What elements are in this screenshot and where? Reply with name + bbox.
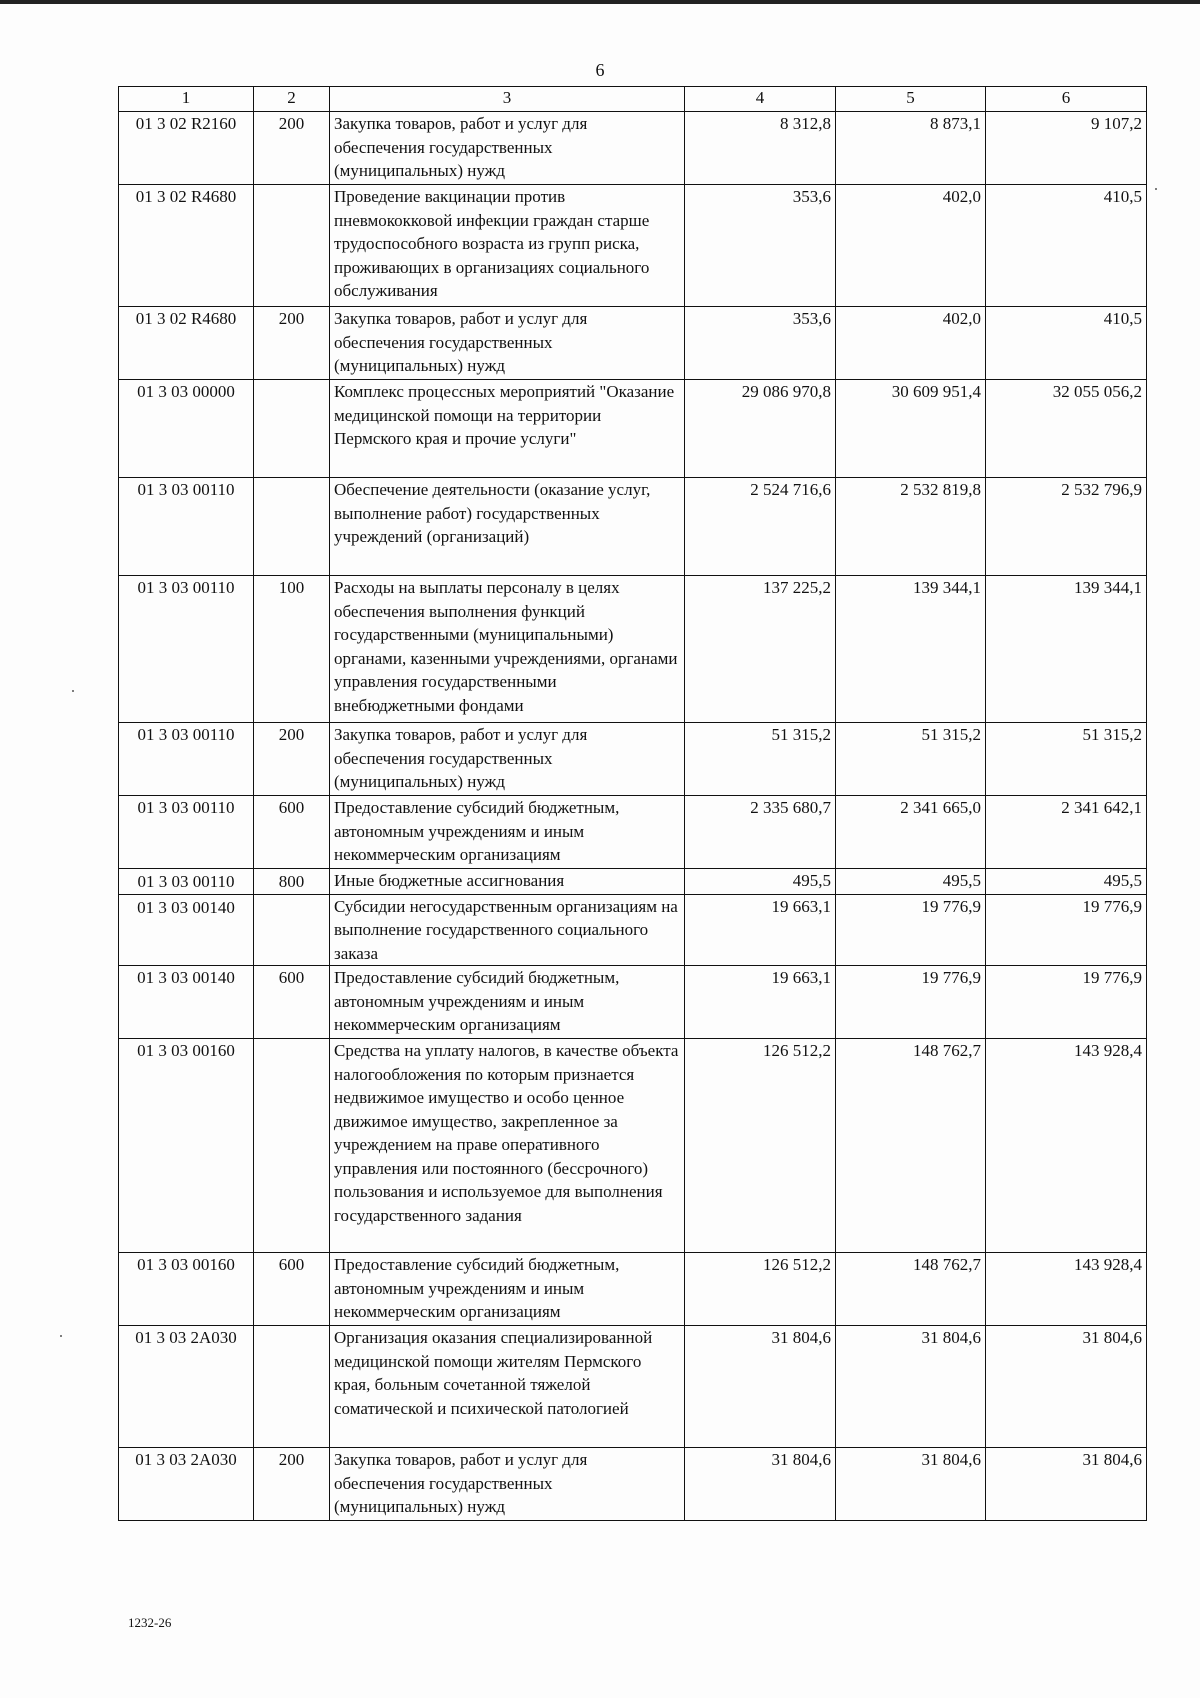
row-value-4: 2 524 716,6 (685, 478, 836, 576)
row-name: Предоставление субсидий бюджетным, автономным учреждениям и иным некоммерческим организациям (330, 1253, 685, 1326)
row-code: 01 3 02 R4680 (119, 185, 254, 307)
row-value-4: 29 086 970,8 (685, 380, 836, 478)
row-code: 01 3 03 2А030 (119, 1448, 254, 1521)
row-value-4: 353,6 (685, 307, 836, 380)
row-name: Предоставление субсидий бюджетным, автономным учреждениям и иным некоммерческим организациям (330, 966, 685, 1039)
row-value-4: 31 804,6 (685, 1448, 836, 1521)
row-value-6: 31 804,6 (986, 1448, 1147, 1521)
row-value-6: 410,5 (986, 307, 1147, 380)
row-expense-type: 600 (254, 966, 330, 1039)
table-row (119, 1039, 1147, 1253)
column-header: 1 (119, 87, 254, 112)
row-code: 01 3 03 00110 (119, 576, 254, 723)
budget-table (118, 86, 1147, 1521)
row-name: Закупка товаров, работ и услуг для обеспечения государственных (муниципальных) нужд (330, 1448, 685, 1521)
row-value-5: 148 762,7 (836, 1039, 986, 1253)
table-row (119, 1448, 1147, 1521)
row-code: 01 3 03 00110 (119, 723, 254, 796)
row-expense-type: 200 (254, 723, 330, 796)
row-name: Закупка товаров, работ и услуг для обеспечения государственных (муниципальных) нужд (330, 112, 685, 185)
row-code: 01 3 03 00110 (119, 869, 254, 895)
row-value-5: 495,5 (836, 869, 986, 895)
scan-speck (1155, 188, 1157, 190)
row-value-5: 30 609 951,4 (836, 380, 986, 478)
row-expense-type (254, 1326, 330, 1448)
header-row (119, 87, 1147, 112)
table-row (119, 869, 1147, 895)
page-number: 6 (595, 60, 605, 80)
row-name: Средства на уплату налогов, в качестве объекта налогообложения по которым признается недвижимое имущество и особо ценное движимое имущество, закрепленное за учреждением на праве оперативного управления или постоянного (бессрочного) пользования и используемое для выполнения государственного задания (330, 1039, 685, 1253)
row-expense-type: 200 (254, 112, 330, 185)
row-expense-type (254, 894, 330, 966)
row-code: 01 3 03 00140 (119, 966, 254, 1039)
row-value-4: 51 315,2 (685, 723, 836, 796)
row-value-5: 139 344,1 (836, 576, 986, 723)
row-value-4: 495,5 (685, 869, 836, 895)
table-row (119, 478, 1147, 576)
column-header: 2 (254, 87, 330, 112)
row-value-6: 9 107,2 (986, 112, 1147, 185)
row-value-4: 31 804,6 (685, 1326, 836, 1448)
table-row (119, 1253, 1147, 1326)
row-name: Расходы на выплаты персоналу в целях обеспечения выполнения функций государственными (муниципальными) органами, казенными учреждениями, органами управления государственными внебюджетными фондами (330, 576, 685, 723)
table-row (119, 380, 1147, 478)
row-value-4: 126 512,2 (685, 1253, 836, 1326)
row-value-4: 353,6 (685, 185, 836, 307)
row-value-5: 402,0 (836, 307, 986, 380)
row-code: 01 3 03 00110 (119, 478, 254, 576)
document-footer-code: 1232-26 (128, 1615, 172, 1630)
row-value-5: 8 873,1 (836, 112, 986, 185)
table-row (119, 894, 1147, 966)
column-header: 6 (986, 87, 1147, 112)
table-row (119, 576, 1147, 723)
row-value-5: 2 341 665,0 (836, 796, 986, 869)
row-value-4: 2 335 680,7 (685, 796, 836, 869)
row-expense-type: 600 (254, 1253, 330, 1326)
table-row (119, 307, 1147, 380)
row-value-6: 139 344,1 (986, 576, 1147, 723)
row-code: 01 3 02 R2160 (119, 112, 254, 185)
row-value-5: 31 804,6 (836, 1448, 986, 1521)
table-row (119, 1326, 1147, 1448)
row-expense-type: 800 (254, 869, 330, 895)
row-value-5: 2 532 819,8 (836, 478, 986, 576)
row-value-5: 51 315,2 (836, 723, 986, 796)
row-value-6: 51 315,2 (986, 723, 1147, 796)
row-name: Проведение вакцинации против пневмококковой инфекции граждан старше трудоспособного возраста из групп риска, проживающих в организациях социального обслуживания (330, 185, 685, 307)
scan-edge (0, 0, 1200, 4)
row-value-5: 402,0 (836, 185, 986, 307)
column-header: 3 (330, 87, 685, 112)
table-row (119, 796, 1147, 869)
row-expense-type (254, 185, 330, 307)
row-value-4: 126 512,2 (685, 1039, 836, 1253)
row-expense-type (254, 380, 330, 478)
row-expense-type: 200 (254, 1448, 330, 1521)
row-value-5: 31 804,6 (836, 1326, 986, 1448)
row-name: Организация оказания специализированной медицинской помощи жителям Пермского края, больным сочетанной тяжелой соматической и психической патологией (330, 1326, 685, 1448)
row-name: Комплекс процессных мероприятий "Оказание медицинской помощи на территории Пермского края и прочие услуги" (330, 380, 685, 478)
row-value-6: 143 928,4 (986, 1039, 1147, 1253)
table-row (119, 723, 1147, 796)
row-value-6: 143 928,4 (986, 1253, 1147, 1326)
row-name: Обеспечение деятельности (оказание услуг, выполнение работ) государственных учреждений (организаций) (330, 478, 685, 576)
row-value-6: 2 532 796,9 (986, 478, 1147, 576)
row-name: Субсидии негосударственным организациям на выполнение государственного социального заказа (330, 894, 685, 966)
row-value-6: 19 776,9 (986, 966, 1147, 1039)
row-expense-type: 600 (254, 796, 330, 869)
scan-speck (72, 690, 74, 692)
row-code: 01 3 03 00160 (119, 1253, 254, 1326)
row-value-5: 148 762,7 (836, 1253, 986, 1326)
row-name: Закупка товаров, работ и услуг для обеспечения государственных (муниципальных) нужд (330, 307, 685, 380)
row-code: 01 3 03 2А030 (119, 1326, 254, 1448)
row-value-4: 137 225,2 (685, 576, 836, 723)
row-value-6: 410,5 (986, 185, 1147, 307)
table-row (119, 112, 1147, 185)
row-name: Иные бюджетные ассигнования (330, 869, 685, 895)
row-code: 01 3 03 00000 (119, 380, 254, 478)
row-value-5: 19 776,9 (836, 966, 986, 1039)
row-value-6: 32 055 056,2 (986, 380, 1147, 478)
row-name: Предоставление субсидий бюджетным, автономным учреждениям и иным некоммерческим организациям (330, 796, 685, 869)
row-code: 01 3 03 00160 (119, 1039, 254, 1253)
row-expense-type: 200 (254, 307, 330, 380)
row-expense-type: 100 (254, 576, 330, 723)
row-value-4: 19 663,1 (685, 894, 836, 966)
row-value-6: 31 804,6 (986, 1326, 1147, 1448)
row-value-5: 19 776,9 (836, 894, 986, 966)
row-code: 01 3 02 R4680 (119, 307, 254, 380)
row-value-4: 8 312,8 (685, 112, 836, 185)
row-value-6: 495,5 (986, 869, 1147, 895)
row-code: 01 3 03 00140 (119, 894, 254, 966)
row-value-6: 19 776,9 (986, 894, 1147, 966)
column-header: 5 (836, 87, 986, 112)
row-value-6: 2 341 642,1 (986, 796, 1147, 869)
row-code: 01 3 03 00110 (119, 796, 254, 869)
row-expense-type (254, 1039, 330, 1253)
row-value-4: 19 663,1 (685, 966, 836, 1039)
column-header: 4 (685, 87, 836, 112)
table-row (119, 185, 1147, 307)
row-expense-type (254, 478, 330, 576)
row-name: Закупка товаров, работ и услуг для обеспечения государственных (муниципальных) нужд (330, 723, 685, 796)
scan-speck (60, 1335, 62, 1337)
table-row (119, 966, 1147, 1039)
